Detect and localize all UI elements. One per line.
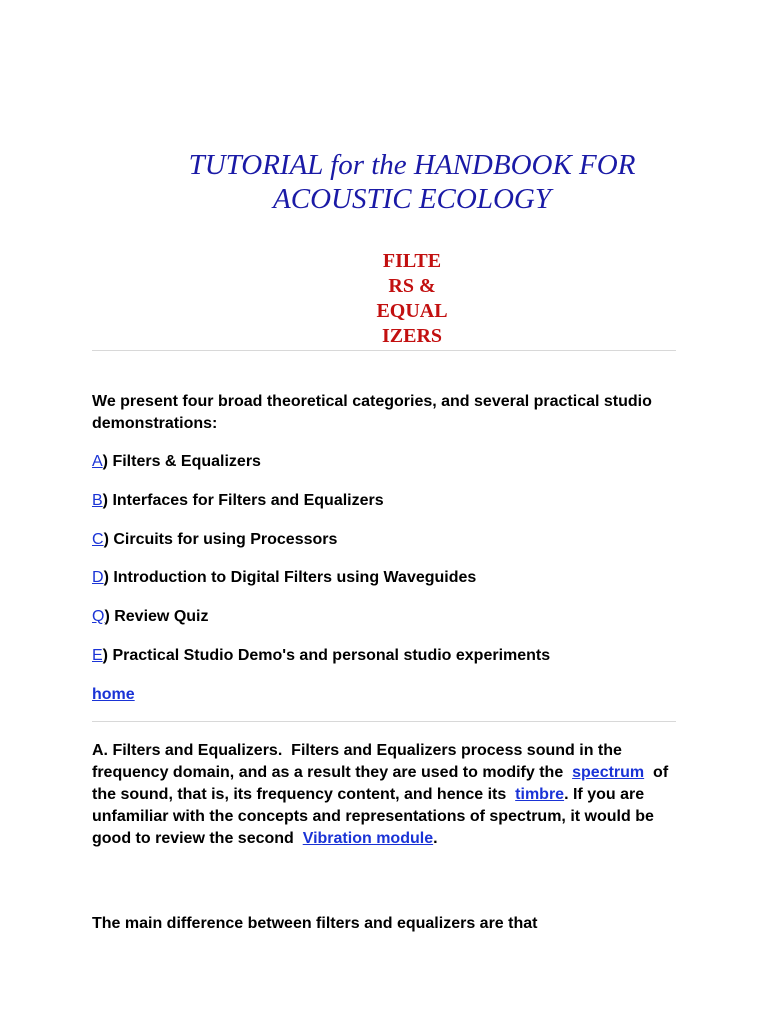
section-title-line-2: RS & [388,275,436,297]
toc-link-q[interactable]: Q [92,608,105,625]
toc-item-e [92,645,682,667]
toc-item-b-label: ) Interfaces for Filters and Equalizers [102,492,384,509]
toc-item-c-label: ) Circuits for using Processors [103,531,338,548]
section-title-line-3: EQUAL [376,300,448,322]
toc-item-a-label: ) Filters & Equalizers [102,453,261,470]
section-a-text-2: of the sound, that is, its frequency content, and hence its [92,764,673,803]
section-title-line-1: FILTE [382,250,442,272]
toc-link-e[interactable]: E [92,647,103,664]
toc-item-b [92,490,682,512]
home-line [92,684,682,706]
vibration-module-link[interactable]: Vibration module [302,830,434,847]
toc-link-b[interactable]: B [92,492,103,509]
toc-link-d[interactable]: D [92,569,104,586]
divider-middle [92,721,676,722]
toc-link-a[interactable]: A [92,453,103,470]
section-a-text-3: . If you are unfamiliar with the concepts and representations of spectrum, it would be good to review the second [92,786,659,847]
toc-item-q [92,606,682,628]
timbre-link[interactable]: timbre [515,786,565,803]
toc-item-d-label: ) Introduction to Digital Filters using Waveguides [103,569,477,586]
divider-top [92,350,676,351]
section-a-paragraph [92,740,682,850]
intro-paragraph: We present four broad theoretical categories, and several practical studio demonstrations: [92,393,652,432]
section-title [92,249,732,349]
title-line-2: ACOUSTIC ECOLOGY [273,183,551,215]
section-a-next-paragraph: The main difference between filters and equalizers are that [92,915,538,932]
section-title-line-4: IZERS [381,325,443,347]
title-line-1: TUTORIAL for the HANDBOOK FOR [188,149,636,181]
home-link[interactable]: home [92,686,135,703]
toc-item-c [92,529,682,551]
toc-item-d [92,567,682,589]
toc-link-c[interactable]: C [92,531,104,548]
page-title [92,148,732,216]
toc-item-a [92,451,682,473]
toc-item-e-label: ) Practical Studio Demo's and personal studio experiments [102,647,551,664]
toc-item-q-label: ) Review Quiz [104,608,209,625]
spectrum-link[interactable]: spectrum [572,764,645,781]
section-a-text-1: A. Filters and Equalizers. Filters and Equalizers process sound in the frequency domain, and as a result they are used to modify the [92,742,631,781]
section-a-text-4: . [433,830,438,847]
